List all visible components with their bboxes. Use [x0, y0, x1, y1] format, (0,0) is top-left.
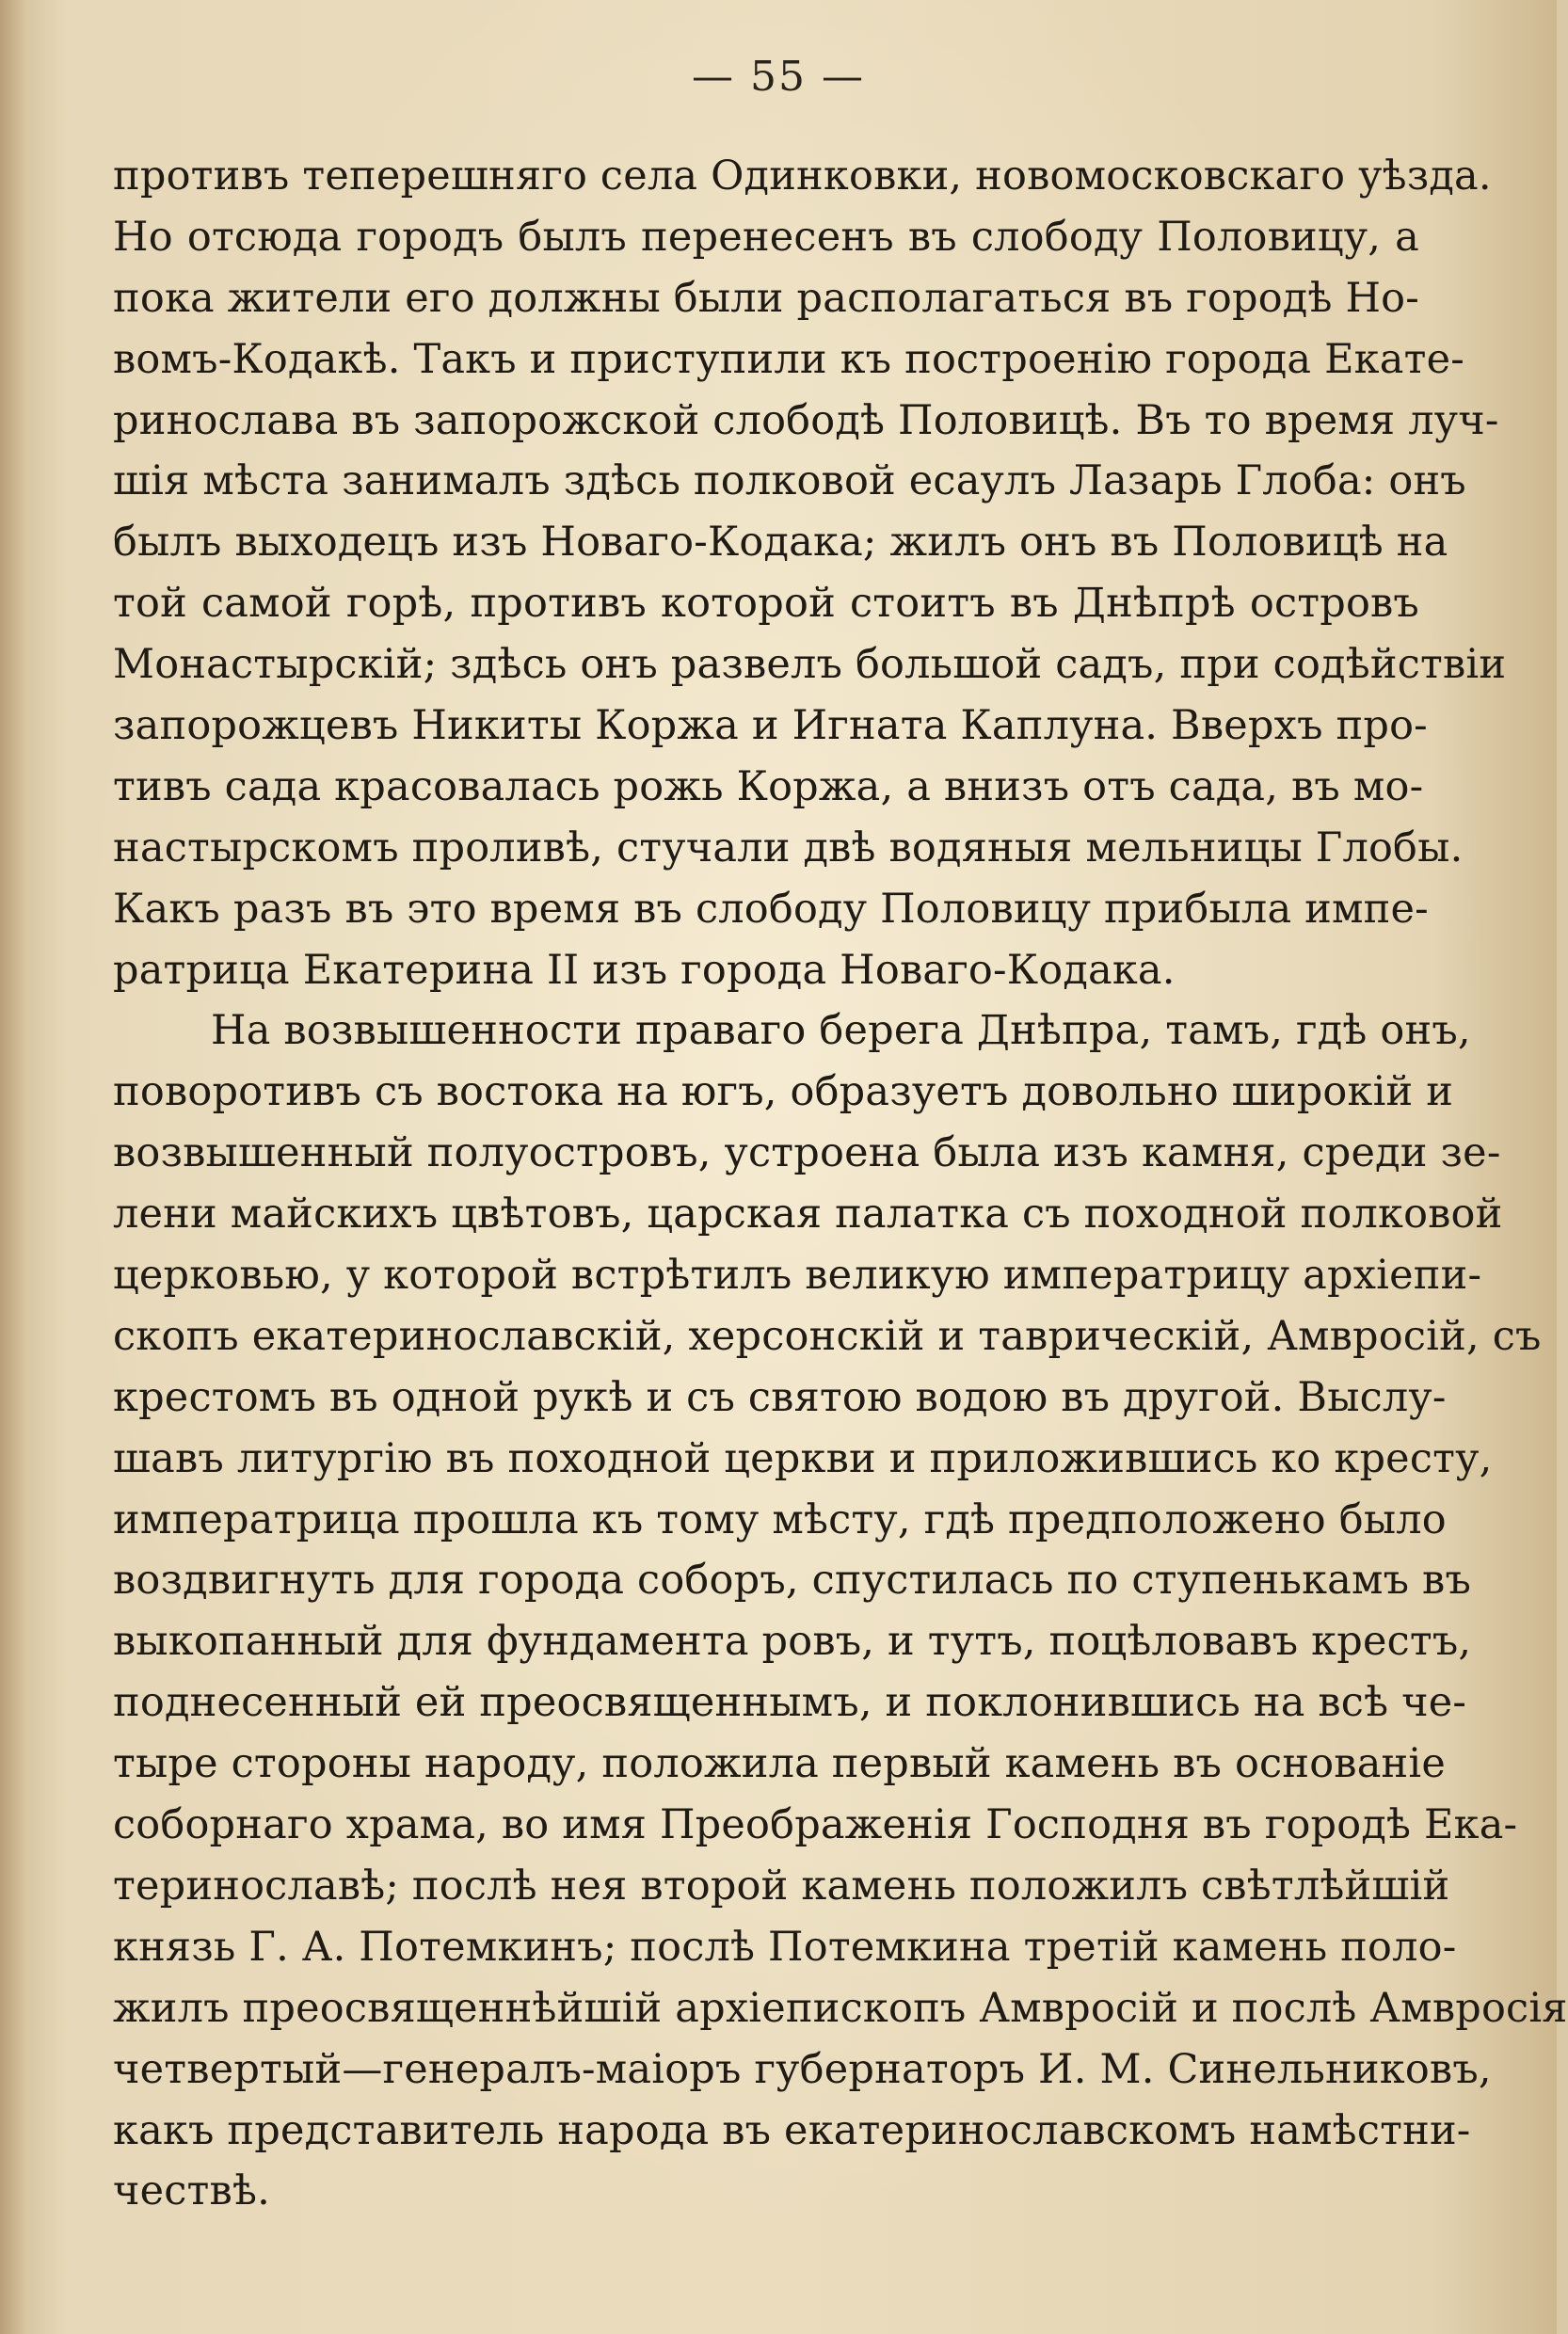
text-line: пока жители его должны были располагаться въ городѣ Но- — [113, 274, 1419, 322]
text-line: былъ выходецъ изъ Новаго-Кодака; жилъ онъ въ Половицѣ на — [113, 519, 1448, 567]
page-number: — 55 — — [692, 53, 865, 101]
text-line: крестомъ въ одной рукѣ и съ святою водою въ другой. Выслу- — [113, 1373, 1447, 1421]
text-line: поднесенный ей преосвященнымъ, и поклонившись на всѣ че- — [113, 1679, 1467, 1727]
text-line: церковью, у которой встрѣтилъ великую императрицу архіепи- — [113, 1252, 1482, 1300]
text-line: вомъ-Кодакѣ. Такъ и приступили къ построенію города Екате- — [113, 335, 1464, 383]
text-line: той самой горѣ, противъ которой стоитъ въ Днѣпрѣ островъ — [113, 580, 1419, 628]
text-line: лени майскихъ цвѣтовъ, царская палатка съ походной полковой — [113, 1191, 1503, 1239]
text-line: князь Г. А. Потемкинъ; послѣ Потемкина третій камень поло- — [113, 1923, 1457, 1971]
text-line: поворотивъ съ востока на югъ, образуетъ довольно широкій и — [113, 1068, 1454, 1116]
text-line: чествѣ. — [113, 2167, 270, 2215]
text-line: императрица прошла къ тому мѣсту, гдѣ предположено было — [113, 1495, 1447, 1543]
text-line: запорожцевъ Никиты Коржа и Игната Каплуна. Вверхъ про- — [113, 702, 1428, 750]
text-line: ринослава въ запорожской слободѣ Половицѣ. Въ то время луч- — [113, 396, 1499, 444]
text-line: настырскомъ проливѣ, стучали двѣ водяныя мельницы Глобы. — [113, 823, 1464, 871]
text-line: жилъ преосвященнѣйшій архіепископъ Амвросій и послѣ Амвросія — [113, 1984, 1568, 2032]
text-line: шія мѣста занималъ здѣсь полковой есаулъ Лазарь Глоба: онъ — [113, 457, 1466, 505]
text-line: воздвигнуть для города соборъ, спустилась по ступенькамъ въ — [113, 1557, 1472, 1605]
paragraph-2 — [113, 1000, 1568, 2222]
text-line: соборнаго храма, во имя Преображенія Господня въ городѣ Ека- — [113, 1801, 1518, 1849]
text-line: тивъ сада красовалась рожь Коржа, а внизъ отъ сада, въ мо- — [113, 762, 1424, 810]
text-line: возвышенный полуостровъ, устроена была изъ камня, среди зе- — [113, 1129, 1501, 1177]
text-line: шавъ литургію въ походной церкви и приложившись ко кресту, — [113, 1434, 1493, 1482]
text-line: Но отсюда городъ былъ перенесенъ въ слободу Половицу, а — [113, 213, 1419, 261]
text-line: тыре стороны народу, положила первый камень въ основаніе — [113, 1740, 1446, 1788]
text-body — [113, 146, 1568, 2222]
text-line: четвертый—генералъ-маіоръ губернаторъ И. М. Синельниковъ, — [113, 2045, 1492, 2093]
text-line: Монастырскій; здѣсь онъ развелъ большой садъ, при содѣйствіи — [113, 641, 1507, 689]
text-line: На возвышенности праваго берега Днѣпра, тамъ, гдѣ онъ, — [211, 1007, 1471, 1055]
text-line: какъ представитель народа въ екатеринославскомъ намѣстни- — [113, 2106, 1471, 2154]
text-line: противъ теперешняго села Одинковки, новомосковскаго уѣзда. — [113, 152, 1492, 200]
text-line: выкопанный для фундамента ровъ, и тутъ, поцѣловавъ крестъ, — [113, 1618, 1472, 1666]
text-line: теринославѣ; послѣ нея второй камень положилъ свѣтлѣйшій — [113, 1862, 1450, 1910]
paragraph-1 — [113, 146, 1507, 1000]
text-line: Какъ разъ въ это время въ слободу Половицу прибыла импе- — [113, 885, 1429, 933]
text-line: ратрица Екатерина II изъ города Новаго-Кодака. — [113, 946, 1176, 994]
text-line: скопъ екатеринославскій, херсонскій и таврическій, Амвросій, съ — [113, 1312, 1542, 1360]
